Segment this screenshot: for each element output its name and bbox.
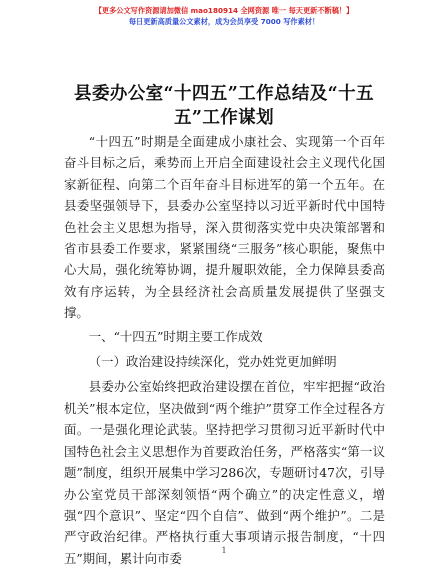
document-title: 县委办公室“十四五”工作总结及“十五五”工作谋划	[74, 84, 374, 128]
subsection-heading: （一）政治建设持续深化，党办姓党更加鲜明	[88, 354, 337, 370]
section-heading: 一、“十四五”时期主要工作成效	[88, 328, 263, 344]
document-body	[64, 131, 385, 569]
body-paragraph: 县委办公室始终把政治建设摆在首位，牢牢把握“政治机关”根本定位，坚决做到“两个维护”贯穿工作全过程各方面。一是强化理论武装。坚持把学习贯彻习近平新时代中国特色社会主义思想作为首要政治任务，严格落实“第一议题”制度，组织开展集中学习286次，专题研讨47次，引导办公室党员干部深刻领悟“两个确立”的决定性意义，增强“四个意识”、坚定“四个自信”、做到“两个维护”。二是严守政治纪律。严格执行重大事项请示报告制度，“十四五”期间，累计向市委	[64, 379, 385, 566]
banner-line-red: 【更多公文写作资源请加微信 mao180914 全网资源 唯一 每天更新不断稿！】	[94, 6, 354, 15]
page-number: 1	[221, 546, 227, 555]
promo-banner	[0, 6, 448, 28]
intro-paragraph: “十四五”时期是全面建成小康社会、实现第一个百年奋斗目标之后，乘势而上开启全面建设社会主义现代化国家新征程、向第二个百年奋斗目标进军的第一个五年。在县委坚强领导下，县委办公室坚持以习近平新时代中国特色社会主义思想为指导，深入贯彻落实党中央决策部署和省市县委工作要求，紧紧围绕“三服务”核心职能，聚焦中心大局，强化统筹协调，提升履职效能，全力保障县委高效有序运转，为全县经济社会高质量发展提供了坚强支撑。	[64, 134, 385, 321]
banner-line-blue: 每日更新高质量公文素材，成为会员享受 7000 写作素材！	[128, 17, 320, 26]
